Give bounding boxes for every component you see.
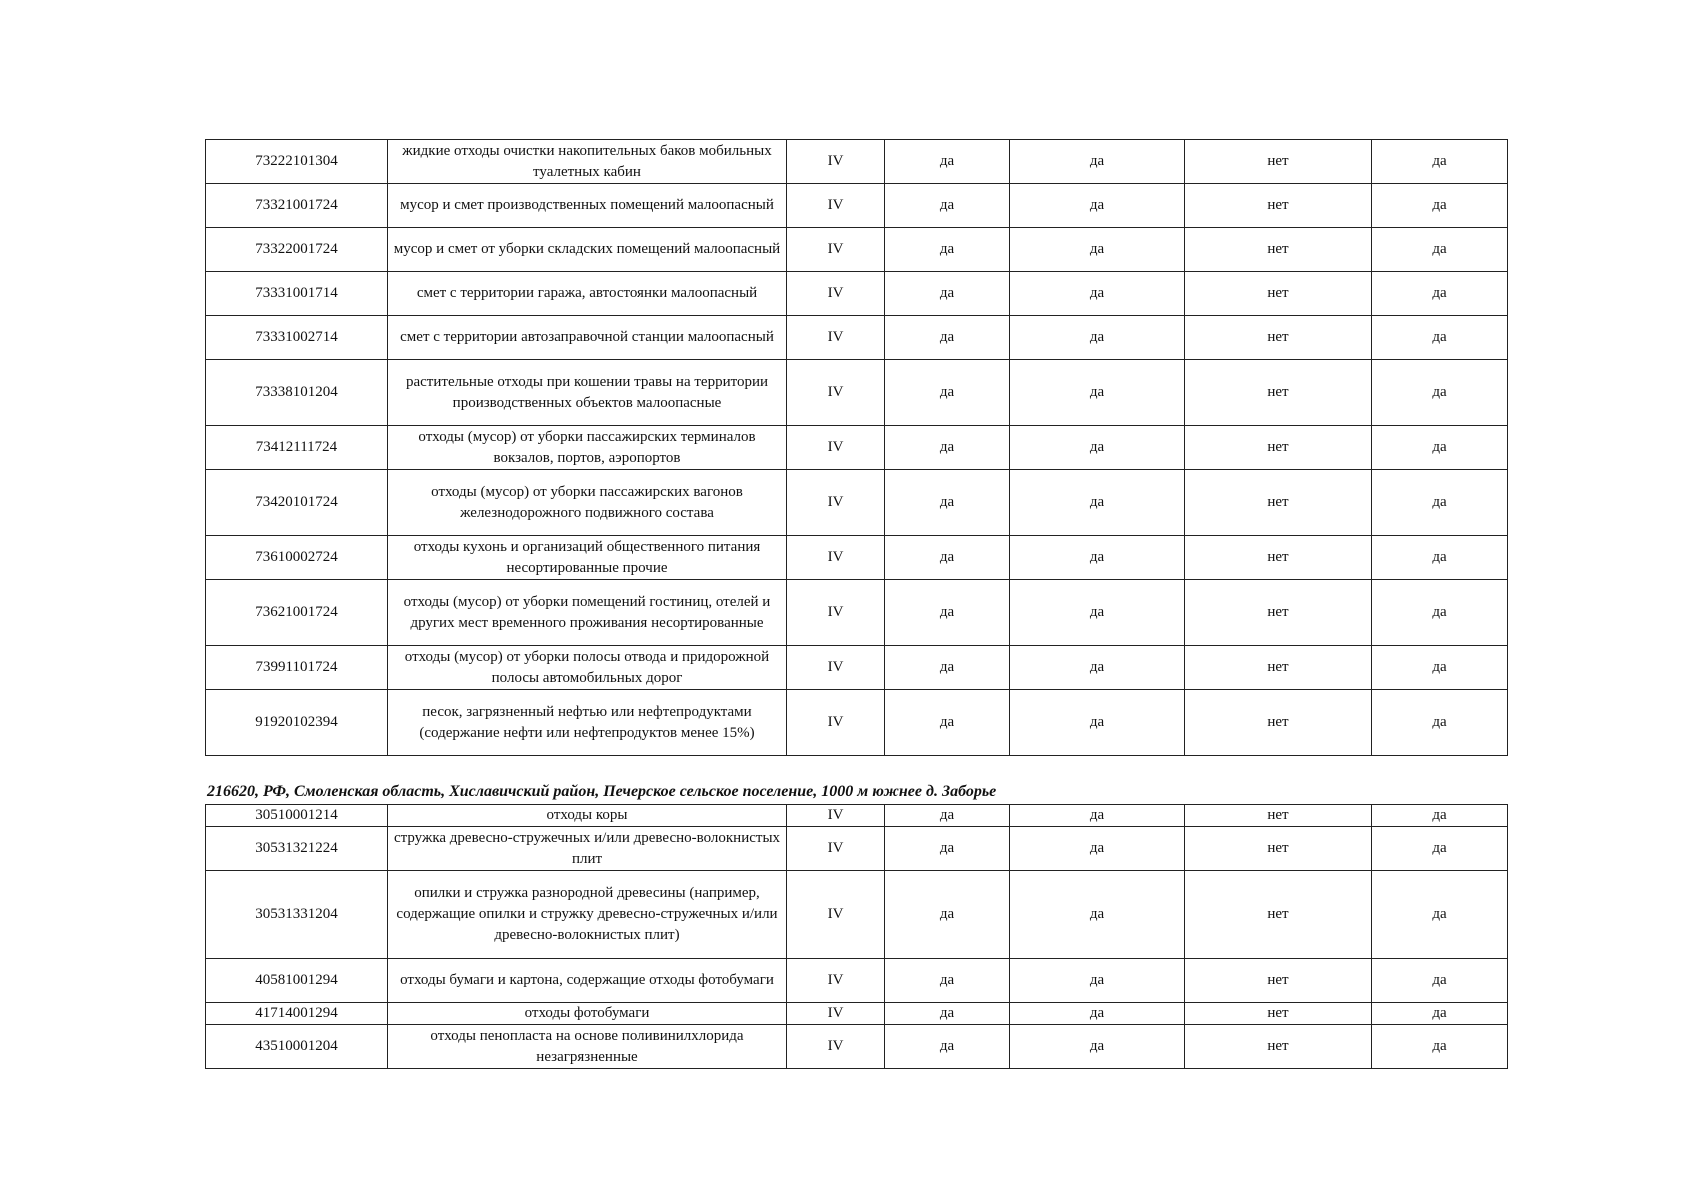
waste-name: отходы (мусор) от уборки помещений гостиниц, отелей и других мест временного проживания несортированные	[388, 580, 787, 646]
flag-cell: да	[1372, 272, 1508, 316]
hazard-class: IV	[787, 871, 885, 959]
flag-cell: да	[1010, 184, 1185, 228]
flag-cell: да	[885, 805, 1010, 827]
flag-cell: да	[885, 580, 1010, 646]
flag-cell: да	[1010, 228, 1185, 272]
flag-cell: да	[1372, 580, 1508, 646]
table-row	[206, 184, 1508, 228]
flag-cell: да	[1372, 426, 1508, 470]
hazard-class: IV	[787, 805, 885, 827]
flag-cell: да	[1372, 805, 1508, 827]
waste-code: 73321001724	[206, 184, 388, 228]
waste-name: отходы бумаги и картона, содержащие отходы фотобумаги	[388, 959, 787, 1003]
waste-name: отходы (мусор) от уборки пассажирских вагонов железнодорожного подвижного состава	[388, 470, 787, 536]
flag-cell: да	[1372, 536, 1508, 580]
waste-table-2	[205, 804, 1508, 1069]
flag-cell: да	[1010, 470, 1185, 536]
flag-cell: да	[1372, 959, 1508, 1003]
table-row	[206, 827, 1508, 871]
flag-cell: да	[1010, 580, 1185, 646]
hazard-class: IV	[787, 1025, 885, 1069]
waste-code: 30531331204	[206, 871, 388, 959]
flag-cell: нет	[1185, 470, 1372, 536]
flag-cell: да	[1372, 184, 1508, 228]
flag-cell: да	[885, 536, 1010, 580]
table-row	[206, 1003, 1508, 1025]
hazard-class: IV	[787, 360, 885, 426]
waste-code: 73222101304	[206, 140, 388, 184]
hazard-class: IV	[787, 827, 885, 871]
flag-cell: да	[1372, 470, 1508, 536]
site-address-heading: 216620, РФ, Смоленская область, Хиславичский район, Печерское сельское поселение, 1000 м южнее д. Заборье	[207, 783, 997, 800]
waste-name: стружка древесно-стружечных и/или древесно-волокнистых плит	[388, 827, 787, 871]
flag-cell: да	[1372, 1025, 1508, 1069]
flag-cell: нет	[1185, 646, 1372, 690]
flag-cell: да	[1010, 360, 1185, 426]
table-row	[206, 360, 1508, 426]
flag-cell: нет	[1185, 316, 1372, 360]
table-row	[206, 316, 1508, 360]
flag-cell: да	[1010, 1003, 1185, 1025]
flag-cell: да	[885, 871, 1010, 959]
hazard-class: IV	[787, 184, 885, 228]
flag-cell: да	[1372, 646, 1508, 690]
hazard-class: IV	[787, 580, 885, 646]
flag-cell: да	[1372, 871, 1508, 959]
table-row	[206, 959, 1508, 1003]
flag-cell: нет	[1185, 1025, 1372, 1069]
flag-cell: нет	[1185, 228, 1372, 272]
flag-cell: да	[1372, 316, 1508, 360]
flag-cell: да	[885, 360, 1010, 426]
waste-name: жидкие отходы очистки накопительных баков мобильных туалетных кабин	[388, 140, 787, 184]
flag-cell: да	[885, 827, 1010, 871]
hazard-class: IV	[787, 536, 885, 580]
hazard-class: IV	[787, 316, 885, 360]
flag-cell: да	[1372, 827, 1508, 871]
table-row	[206, 646, 1508, 690]
flag-cell: да	[885, 959, 1010, 1003]
waste-name: мусор и смет производственных помещений малоопасный	[388, 184, 787, 228]
flag-cell: да	[885, 470, 1010, 536]
waste-code: 73621001724	[206, 580, 388, 646]
waste-code: 73412111724	[206, 426, 388, 470]
flag-cell: нет	[1185, 580, 1372, 646]
waste-code: 73610002724	[206, 536, 388, 580]
waste-name: отходы (мусор) от уборки полосы отвода и придорожной полосы автомобильных дорог	[388, 646, 787, 690]
flag-cell: да	[1372, 360, 1508, 426]
waste-code: 73991101724	[206, 646, 388, 690]
table-row	[206, 470, 1508, 536]
flag-cell: да	[1010, 646, 1185, 690]
flag-cell: да	[1372, 140, 1508, 184]
waste-code: 73322001724	[206, 228, 388, 272]
flag-cell: да	[1010, 827, 1185, 871]
flag-cell: да	[885, 316, 1010, 360]
flag-cell: нет	[1185, 871, 1372, 959]
flag-cell: да	[1010, 272, 1185, 316]
hazard-class: IV	[787, 690, 885, 756]
waste-code: 91920102394	[206, 690, 388, 756]
waste-code: 40581001294	[206, 959, 388, 1003]
flag-cell: нет	[1185, 184, 1372, 228]
table-row	[206, 426, 1508, 470]
waste-name: отходы (мусор) от уборки пассажирских терминалов вокзалов, портов, аэропортов	[388, 426, 787, 470]
flag-cell: нет	[1185, 805, 1372, 827]
flag-cell: нет	[1185, 827, 1372, 871]
flag-cell: да	[1010, 690, 1185, 756]
hazard-class: IV	[787, 470, 885, 536]
waste-name: растительные отходы при кошении травы на территории производственных объектов малоопасные	[388, 360, 787, 426]
flag-cell: да	[1010, 536, 1185, 580]
flag-cell: да	[885, 1025, 1010, 1069]
flag-cell: да	[1010, 959, 1185, 1003]
flag-cell: да	[1010, 426, 1185, 470]
waste-name: смет с территории автозаправочной станции малоопасный	[388, 316, 787, 360]
flag-cell: нет	[1185, 272, 1372, 316]
flag-cell: нет	[1185, 959, 1372, 1003]
table-row	[206, 228, 1508, 272]
table-row	[206, 805, 1508, 827]
flag-cell: да	[885, 1003, 1010, 1025]
waste-code: 73331001714	[206, 272, 388, 316]
waste-name: песок, загрязненный нефтью или нефтепродуктами (содержание нефти или нефтепродуктов менее 15%)	[388, 690, 787, 756]
hazard-class: IV	[787, 959, 885, 1003]
flag-cell: да	[885, 646, 1010, 690]
waste-code: 30531321224	[206, 827, 388, 871]
hazard-class: IV	[787, 646, 885, 690]
table-row	[206, 140, 1508, 184]
waste-code: 30510001214	[206, 805, 388, 827]
waste-name: опилки и стружка разнородной древесины (например, содержащие опилки и стружку древесно-стружечных и/или древесно-волокнистых плит)	[388, 871, 787, 959]
waste-name: смет с территории гаража, автостоянки малоопасный	[388, 272, 787, 316]
flag-cell: да	[885, 690, 1010, 756]
flag-cell: да	[1372, 1003, 1508, 1025]
waste-name: отходы коры	[388, 805, 787, 827]
flag-cell: да	[1010, 1025, 1185, 1069]
waste-code: 73331002714	[206, 316, 388, 360]
flag-cell: да	[1372, 690, 1508, 756]
hazard-class: IV	[787, 272, 885, 316]
hazard-class: IV	[787, 426, 885, 470]
flag-cell: да	[885, 228, 1010, 272]
waste-name: мусор и смет от уборки складских помещений малоопасный	[388, 228, 787, 272]
flag-cell: да	[1010, 140, 1185, 184]
flag-cell: нет	[1185, 140, 1372, 184]
table-row	[206, 580, 1508, 646]
waste-code: 43510001204	[206, 1025, 388, 1069]
table-row	[206, 1025, 1508, 1069]
flag-cell: да	[1372, 228, 1508, 272]
table-row	[206, 272, 1508, 316]
table-row	[206, 536, 1508, 580]
flag-cell: да	[1010, 316, 1185, 360]
waste-table-1	[205, 139, 1508, 756]
flag-cell: да	[885, 184, 1010, 228]
waste-name: отходы фотобумаги	[388, 1003, 787, 1025]
waste-code: 41714001294	[206, 1003, 388, 1025]
flag-cell: нет	[1185, 360, 1372, 426]
flag-cell: нет	[1185, 690, 1372, 756]
waste-name: отходы кухонь и организаций общественного питания несортированные прочие	[388, 536, 787, 580]
waste-name: отходы пенопласта на основе поливинилхлорида незагрязненные	[388, 1025, 787, 1069]
flag-cell: нет	[1185, 426, 1372, 470]
flag-cell: да	[1010, 871, 1185, 959]
flag-cell: нет	[1185, 1003, 1372, 1025]
table-row	[206, 690, 1508, 756]
flag-cell: да	[1010, 805, 1185, 827]
flag-cell: нет	[1185, 536, 1372, 580]
table-row	[206, 871, 1508, 959]
waste-code: 73420101724	[206, 470, 388, 536]
flag-cell: да	[885, 140, 1010, 184]
hazard-class: IV	[787, 1003, 885, 1025]
waste-code: 73338101204	[206, 360, 388, 426]
hazard-class: IV	[787, 228, 885, 272]
flag-cell: да	[885, 426, 1010, 470]
hazard-class: IV	[787, 140, 885, 184]
flag-cell: да	[885, 272, 1010, 316]
